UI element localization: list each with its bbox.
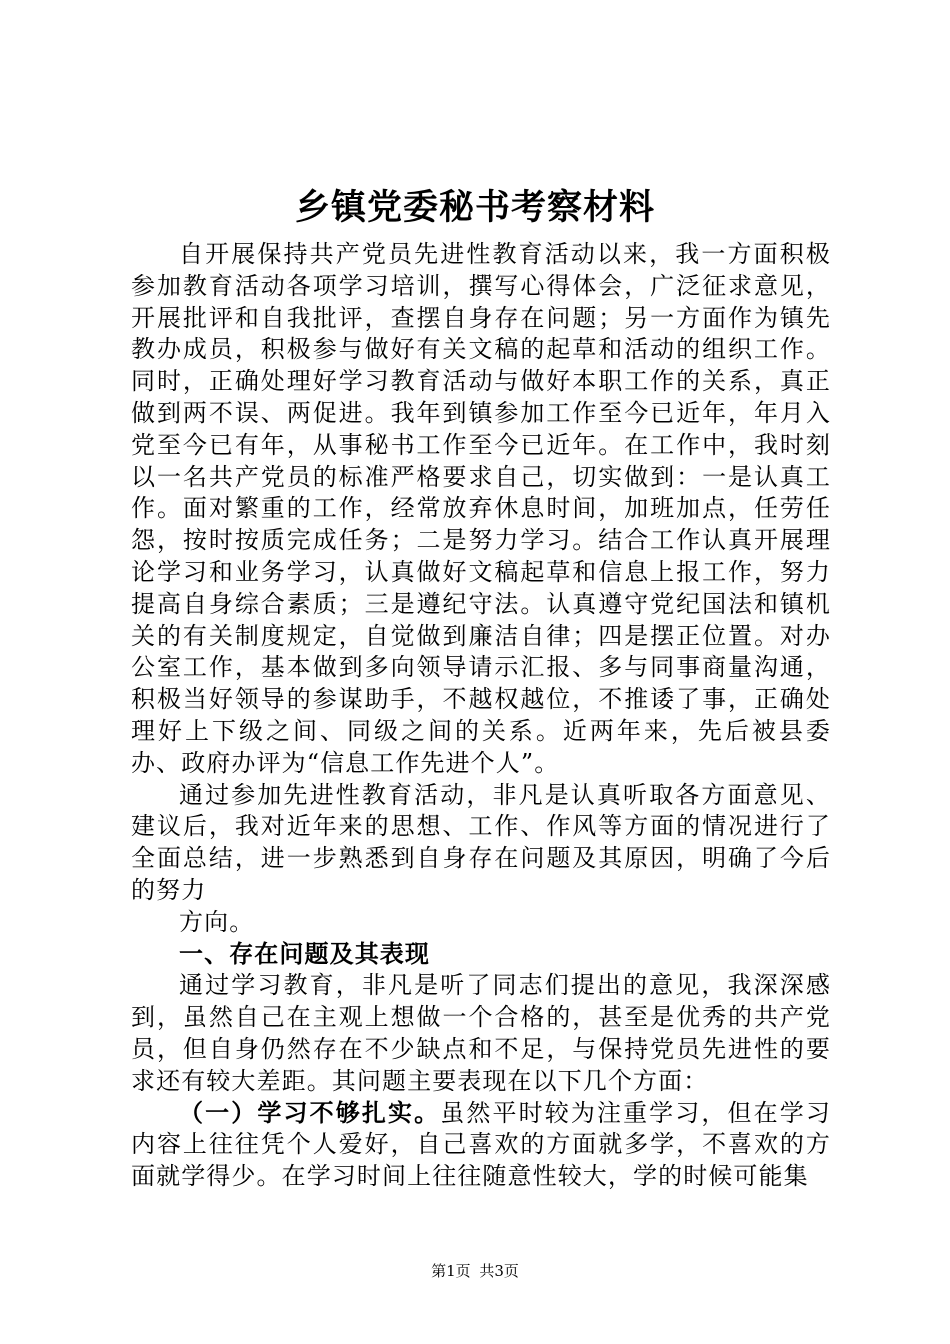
body-paragraph: 通过学习教育，非凡是听了同志们提出的意见，我深深感到，虽然自己在主观上想做一个合格的，甚至是优秀的共产党员，但自身仍然存在不少缺点和不足，与保持党员先进性的要求还有较大差距。其问题主要表现在以下几个方面： (131, 971, 831, 1095)
sub-section-paragraph (131, 1098, 831, 1193)
page-footer (0, 1261, 950, 1281)
section-heading: 一、存在问题及其表现 (179, 939, 430, 968)
sub-section-text: 虽然平时较为注重学习，但在学习内容上往往凭个人爱好，自己喜欢的方面就多学，不喜欢的方面就学得少。在学习时间上往往随意性较大，学的时候可能集 (131, 1098, 832, 1191)
page-number: 第1页 (431, 1262, 471, 1280)
body-paragraph: 通过参加先进性教育活动，非凡是认真听取各方面意见、建议后，我对近年来的思想、工作、作风等方面的情况进行了全面总结，进一步熟悉到自身存在问题及其原因，明确了今后的努力 (131, 780, 831, 904)
page-total: 共3页 (479, 1262, 519, 1280)
document-title: 乡镇党委秘书考察材料 (294, 188, 655, 228)
body-paragraph: 方向。 (179, 907, 255, 936)
sub-section-heading: （一）学习不够扎实。 (179, 1098, 441, 1127)
body-paragraph: 自开展保持共产党员先进性教育活动以来，我一方面积极参加教育活动各项学习培训，撰写心得体会，广泛征求意见，开展批评和自我批评，查摆自身存在问题；另一方面作为镇先教办成员，积极参与做好有关文稿的起草和活动的组织工作。同时，正确处理好学习教育活动与做好本职工作的关系，真正做到两不误、两促进。我年到镇参加工作至今已近年，年月入党至今已有年，从事秘书工作至今已近年。在工作中，我时刻以一名共产党员的标准严格要求自己，切实做到：一是认真工作。面对繁重的工作，经常放弃休息时间，加班加点，任劳任怨，按时按质完成任务；二是努力学习。结合工作认真开展理论学习和业务学习，认真做好文稿起草和信息上报工作，努力提高自身综合素质；三是遵纪守法。认真遵守党纪国法和镇机关的有关制度规定，自觉做到廉洁自律；四是摆正位置。对办公室工作，基本做到多向领导请示汇报、多与同事商量沟通，积极当好领导的参谋助手，不越权越位，不推诿了事，正确处理好上下级之间、同级之间的关系。近两年来，先后被县委办、政府办评为“信息工作先进个人”。 (131, 240, 831, 777)
document-body (131, 239, 831, 1193)
